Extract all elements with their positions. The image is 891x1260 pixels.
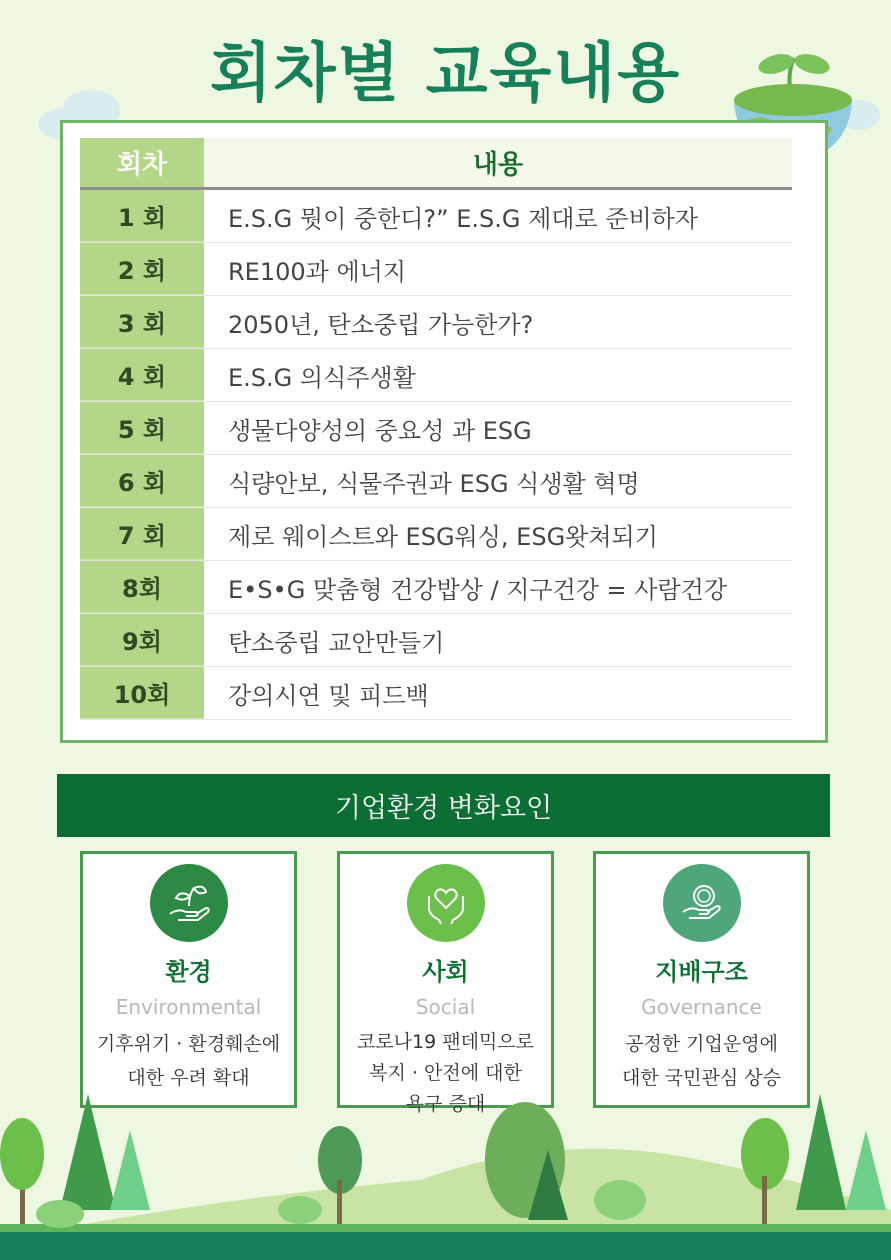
session-number: 4 회 — [80, 349, 204, 401]
session-content: 탄소중립 교안만들기 — [204, 614, 792, 666]
session-number: 1 회 — [80, 190, 204, 242]
forest-landscape-illustration — [0, 1090, 891, 1260]
card-desc-line: 대한 국민관심 상승 — [622, 1067, 781, 1089]
table-row — [80, 402, 792, 455]
plant-in-hand-icon — [150, 864, 228, 942]
table-header — [80, 138, 792, 190]
card-title: 지배구조 — [655, 958, 748, 986]
card-desc-line: 코로나19 팬데믹으로 — [356, 1031, 535, 1053]
table-row — [80, 243, 792, 296]
card-environmental — [80, 851, 297, 1108]
curriculum-table — [80, 138, 792, 720]
session-content: 강의시연 및 피드백 — [204, 667, 792, 719]
header-content: 내용 — [204, 138, 792, 187]
section-banner: 기업환경 변화요인 — [57, 774, 830, 837]
session-content: 생물다양성의 중요성 과 ESG — [204, 402, 792, 454]
page-title: 회차별 교육내용 — [209, 37, 682, 111]
table-row — [80, 455, 792, 508]
session-number: 10회 — [80, 667, 204, 719]
card-title: 사회 — [422, 958, 469, 986]
session-content: RE100과 에너지 — [204, 243, 792, 295]
session-content: 식량안보, 식물주권과 ESG 식생활 혁명 — [204, 455, 792, 507]
card-desc-line: 대한 우려 확대 — [127, 1067, 250, 1089]
heart-in-hands-icon — [407, 864, 485, 942]
table-row — [80, 190, 792, 243]
coin-in-hand-icon — [663, 864, 741, 942]
card-desc-line: 공정한 기업운영에 — [625, 1033, 778, 1055]
session-content: 제로 웨이스트와 ESG워싱, ESG왓쳐되기 — [204, 508, 792, 560]
session-number: 3 회 — [80, 296, 204, 348]
session-content: E•S•G 맞춤형 건강밥상 / 지구건강 = 사람건강 — [204, 561, 792, 613]
session-number: 9회 — [80, 614, 204, 666]
table-row — [80, 614, 792, 667]
card-governance — [593, 851, 810, 1108]
table-row — [80, 667, 792, 720]
table-row — [80, 508, 792, 561]
card-title: 환경 — [165, 958, 212, 986]
session-content: E.S.G 의식주생활 — [204, 349, 792, 401]
session-number: 6 회 — [80, 455, 204, 507]
session-number: 5 회 — [80, 402, 204, 454]
session-content: 2050년, 탄소중립 가능한가? — [204, 296, 792, 348]
card-subtitle: Environmental — [115, 995, 262, 1019]
session-number: 7 회 — [80, 508, 204, 560]
card-desc-line: 기후위기 · 환경훼손에 — [96, 1033, 281, 1055]
card-description — [596, 1027, 807, 1095]
card-desc-line: 복지 · 안전에 대한 — [369, 1062, 522, 1084]
table-row — [80, 561, 792, 614]
card-social — [337, 851, 554, 1115]
table-row — [80, 349, 792, 402]
card-desc-line: 욕구 증대 — [405, 1093, 486, 1115]
session-content: E.S.G 뭣이 중한디?” E.S.G 제대로 준비하자 — [204, 190, 792, 242]
card-description — [83, 1027, 294, 1095]
session-number: 8회 — [80, 561, 204, 613]
card-subtitle: Governance — [641, 995, 762, 1019]
table-row — [80, 296, 792, 349]
card-subtitle: Social — [415, 995, 476, 1019]
header-session: 회차 — [80, 138, 204, 187]
session-number: 2 회 — [80, 243, 204, 295]
